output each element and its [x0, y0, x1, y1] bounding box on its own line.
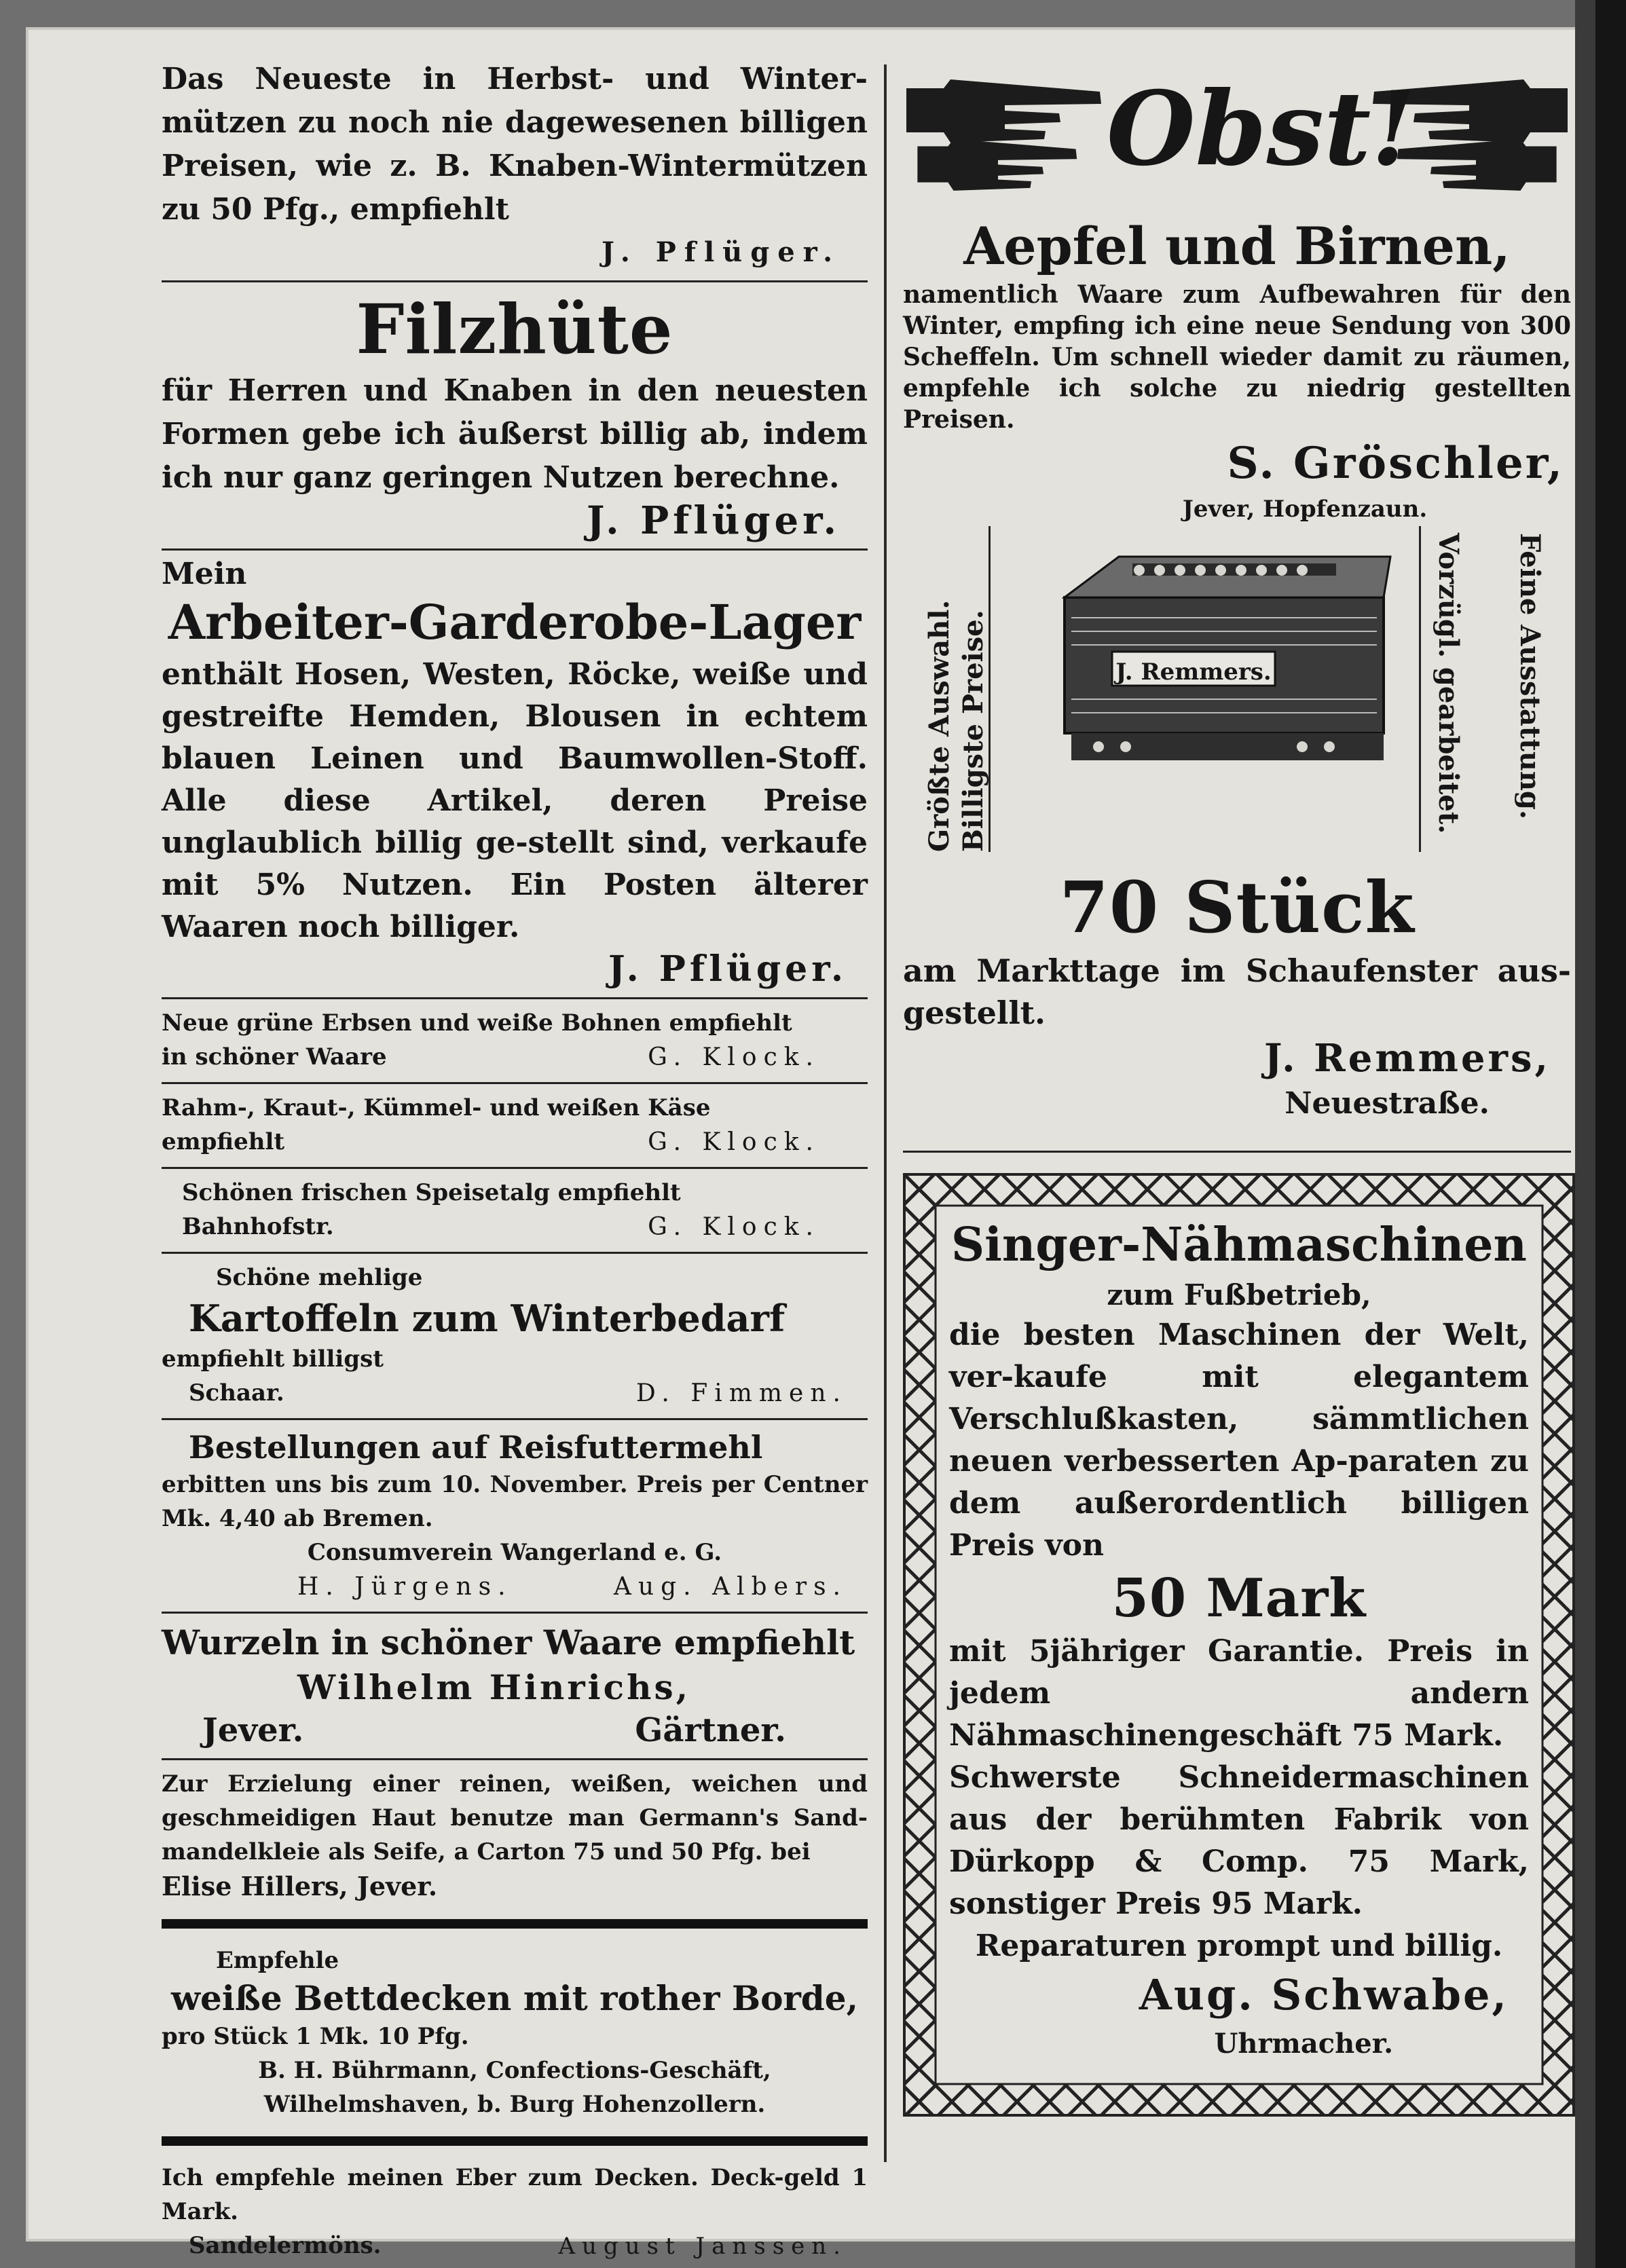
divider	[162, 1082, 868, 1084]
divider	[162, 997, 868, 999]
ad-signature: G. Klock.	[648, 1043, 820, 1071]
ad-line: empfiehlt billigst	[162, 1345, 384, 1373]
singer-text2: mit 5jähriger Garantie. Preis in jedem andern Nähmaschinengeschäft 75 Mark.	[949, 1634, 1529, 1753]
obst-signature: S. Gröschler,	[1227, 438, 1564, 489]
ad-signature-a: H. Jürgens.	[297, 1573, 513, 1601]
ad-speisetalg	[162, 1176, 868, 1245]
ad-address: Wilhelmshaven, b. Burg Hohenzollern.	[263, 2091, 766, 2118]
divider	[162, 1252, 868, 1254]
ad-place: Sandelermöns.	[189, 2232, 382, 2259]
ad-row	[162, 1710, 868, 1751]
ad-place: Schaar.	[189, 1379, 284, 1407]
singer-repair: Reparaturen prompt und billig.	[975, 1929, 1503, 1963]
accordion-text: am Markttage im Schaufenster aus-gestellt.	[903, 952, 1571, 1031]
divider	[162, 1418, 868, 1420]
ad-line: empfiehlt	[162, 1128, 285, 1155]
ad-text: für Herren und Knaben in den neuesten Formen gebe ich äußerst billig ab, indem ich nur ganz geringen Nutzen berechne.	[162, 373, 868, 495]
ad-place: Jever.	[202, 1711, 304, 1749]
ad-row	[162, 1376, 868, 1411]
ad-remmers-harmonika	[903, 513, 1571, 1137]
divider	[162, 1612, 868, 1614]
singer-text3: Schwerste Schneidermaschinen aus der berühmten Fabrik von Dürkopp & Comp. 75 Mark, sonstiger Preis 95 Mark.	[949, 1760, 1529, 1921]
ad-line: in schöner Waare	[162, 1043, 387, 1071]
ad-title: weiße Bettdecken mit rother Borde,	[171, 1978, 858, 2018]
ad-sandmandelkleie	[162, 1767, 868, 1904]
obst-subtitle: Aepfel und Birnen,	[963, 216, 1511, 276]
singer-sub: zum Fußbetrieb,	[1107, 1278, 1371, 1312]
ad-row	[162, 1125, 868, 1160]
obst-address: Jever, Hopfenzaun.	[1182, 496, 1428, 523]
ad-line: Rahm-, Kraut-, Kümmel- und weißen Käse	[162, 1094, 711, 1121]
heavy-divider	[162, 2136, 868, 2146]
ad-name: Wilhelm Hinrichs,	[297, 1667, 691, 1707]
ad-signature: B. H. Bührmann, Confections-Geschäft,	[258, 2057, 771, 2084]
ad-title: Kartoffeln zum Winterbedarf	[189, 1297, 786, 1340]
ad-line: Schönen frischen Speisetalg empfiehlt	[182, 1179, 681, 1206]
ad-signature: J. Pflüger.	[602, 236, 840, 268]
side-label: Feine Ausstattung.	[1514, 533, 1546, 819]
singer-text: die besten Maschinen der Welt, ver-kaufe mit elegantem Verschlußkasten, sämmtlichen neuen verbesserten Ap-paraten zu dem außerordentlich billigen Preis von	[949, 1318, 1529, 1563]
singer-title: Singer-Nähmaschinen	[950, 1218, 1527, 1272]
accordion-address: Neuestraße.	[1285, 1086, 1490, 1121]
divider	[903, 1151, 1571, 1153]
divider	[162, 280, 868, 282]
pointing-hand-icon	[903, 132, 1093, 193]
frame-line	[1419, 526, 1421, 852]
singer-price: 50 Mark	[1111, 1567, 1367, 1629]
obst-headline: Obst!	[1107, 69, 1416, 189]
ad-signature-b: Aug. Albers.	[613, 1573, 847, 1601]
ad-text: erbitten uns bis zum 10. November. Preis per Centner Mk. 4,40 ab Bremen.	[162, 1471, 868, 1532]
accordion-nameplate: J. Remmers.	[1115, 658, 1272, 686]
ad-title: Arbeiter-Garderobe-Lager	[168, 594, 862, 650]
ad-row	[162, 2229, 868, 2264]
divider	[162, 549, 868, 551]
heavy-divider	[162, 1919, 868, 1929]
ad-bettdecken	[162, 1944, 868, 2121]
ad-line: Neue grüne Erbsen und weiße Bohnen empfiehlt	[162, 1009, 792, 1037]
ad-kartoffeln	[162, 1261, 868, 1411]
ad-line: Bahnhofstr.	[182, 1213, 334, 1240]
page-binding	[1575, 0, 1595, 2268]
ad-row	[162, 1569, 868, 1605]
ad-trade: Gärtner.	[635, 1711, 786, 1749]
side-label: Größte Auswahl.	[923, 599, 955, 852]
singer-signature: Aug. Schwabe,	[1139, 1970, 1509, 2020]
ad-signature: G. Klock.	[648, 1213, 820, 1241]
ad-org: Consumverein Wangerland e. G.	[307, 1539, 722, 1566]
ad-intro: Mein	[162, 557, 247, 591]
ad-kaese	[162, 1091, 868, 1160]
left-column	[162, 58, 868, 2264]
ad-intro: Schöne mehlige	[216, 1264, 423, 1291]
ad-eber	[162, 2161, 868, 2264]
ad-text: Das Neueste in Herbst- und Winter-mützen zu noch nie dagewesenen billigen Preisen, wie z. B. Knaben-Wintermützen zu 50 Pfg., empfiehlt	[162, 62, 868, 227]
ad-text: Ich empfehle meinen Eber zum Decken. Deck-geld 1 Mark.	[162, 2164, 868, 2225]
ad-singer	[903, 1173, 1571, 2123]
ad-title: Filzhüte	[356, 289, 673, 369]
ad-text: Zur Erzielung einer reinen, weißen, weichen und geschmeidigen Haut benutze man Germann's Sand-mandelkleie als Seife, a Carton 75 und 50 Pfg. bei	[162, 1770, 868, 1865]
ad-price: pro Stück 1 Mk. 10 Pfg.	[162, 2023, 469, 2050]
ad-signature: D. Fimmen.	[635, 1379, 847, 1407]
divider	[162, 1167, 868, 1169]
column-divider	[884, 64, 887, 2162]
ad-row	[162, 1040, 868, 1075]
ad-text: Wurzeln in schöner Waare empfiehlt	[162, 1622, 855, 1662]
ad-signature: Elise Hillers, Jever.	[162, 1871, 438, 1901]
ad-text: enthält Hosen, Westen, Röcke, weiße und gestreifte Hemden, Blousen in echtem blauen Leinen und Baumwollen-Stoff. Alle diese Artikel, deren Preise unglaublich billig ge-stellt sind, verkaufe mit 5% Nutzen. Ein Posten älterer Waaren noch billiger.	[162, 657, 868, 944]
side-label: Billigste Preise.	[957, 610, 989, 852]
obst-text: namentlich Waare zum Aufbewahren für den Winter, empfing ich eine neue Sendung von 300 Scheffeln. Um schnell wieder damit zu räumen, empfehle ich solche zu niedrig gestellten Preisen.	[903, 280, 1571, 434]
divider	[162, 1758, 868, 1760]
ad-title: Bestellungen auf Reisfuttermehl	[189, 1429, 763, 1466]
right-column	[903, 58, 1571, 2123]
side-label: Vorzügl. gearbeitet.	[1433, 533, 1464, 834]
ad-signature: J. Pflüger.	[608, 948, 847, 990]
page-binding-edge	[1595, 0, 1626, 2268]
ad-erbsen-bohnen	[162, 1006, 868, 1075]
ad-signature: August Janssen.	[558, 2233, 847, 2260]
ad-row	[162, 1210, 868, 1245]
accordion-signature: J. Remmers,	[1264, 1036, 1551, 1081]
ad-arbeiter-garderobe	[162, 557, 868, 990]
accordion-count: 70 Stück	[1059, 866, 1415, 949]
ad-reisfuttermehl	[162, 1427, 868, 1605]
ad-intro: Empfehle	[216, 1947, 339, 1974]
ad-signature: G. Klock.	[648, 1128, 820, 1156]
ad-signature: J. Pflüger.	[587, 498, 840, 543]
ad-wintermuetzen	[162, 58, 868, 274]
ad-obst	[903, 58, 1571, 523]
ad-wurzeln	[162, 1620, 868, 1751]
ad-filzhuete	[162, 289, 868, 542]
singer-trade: Uhrmacher.	[1214, 2028, 1393, 2060]
